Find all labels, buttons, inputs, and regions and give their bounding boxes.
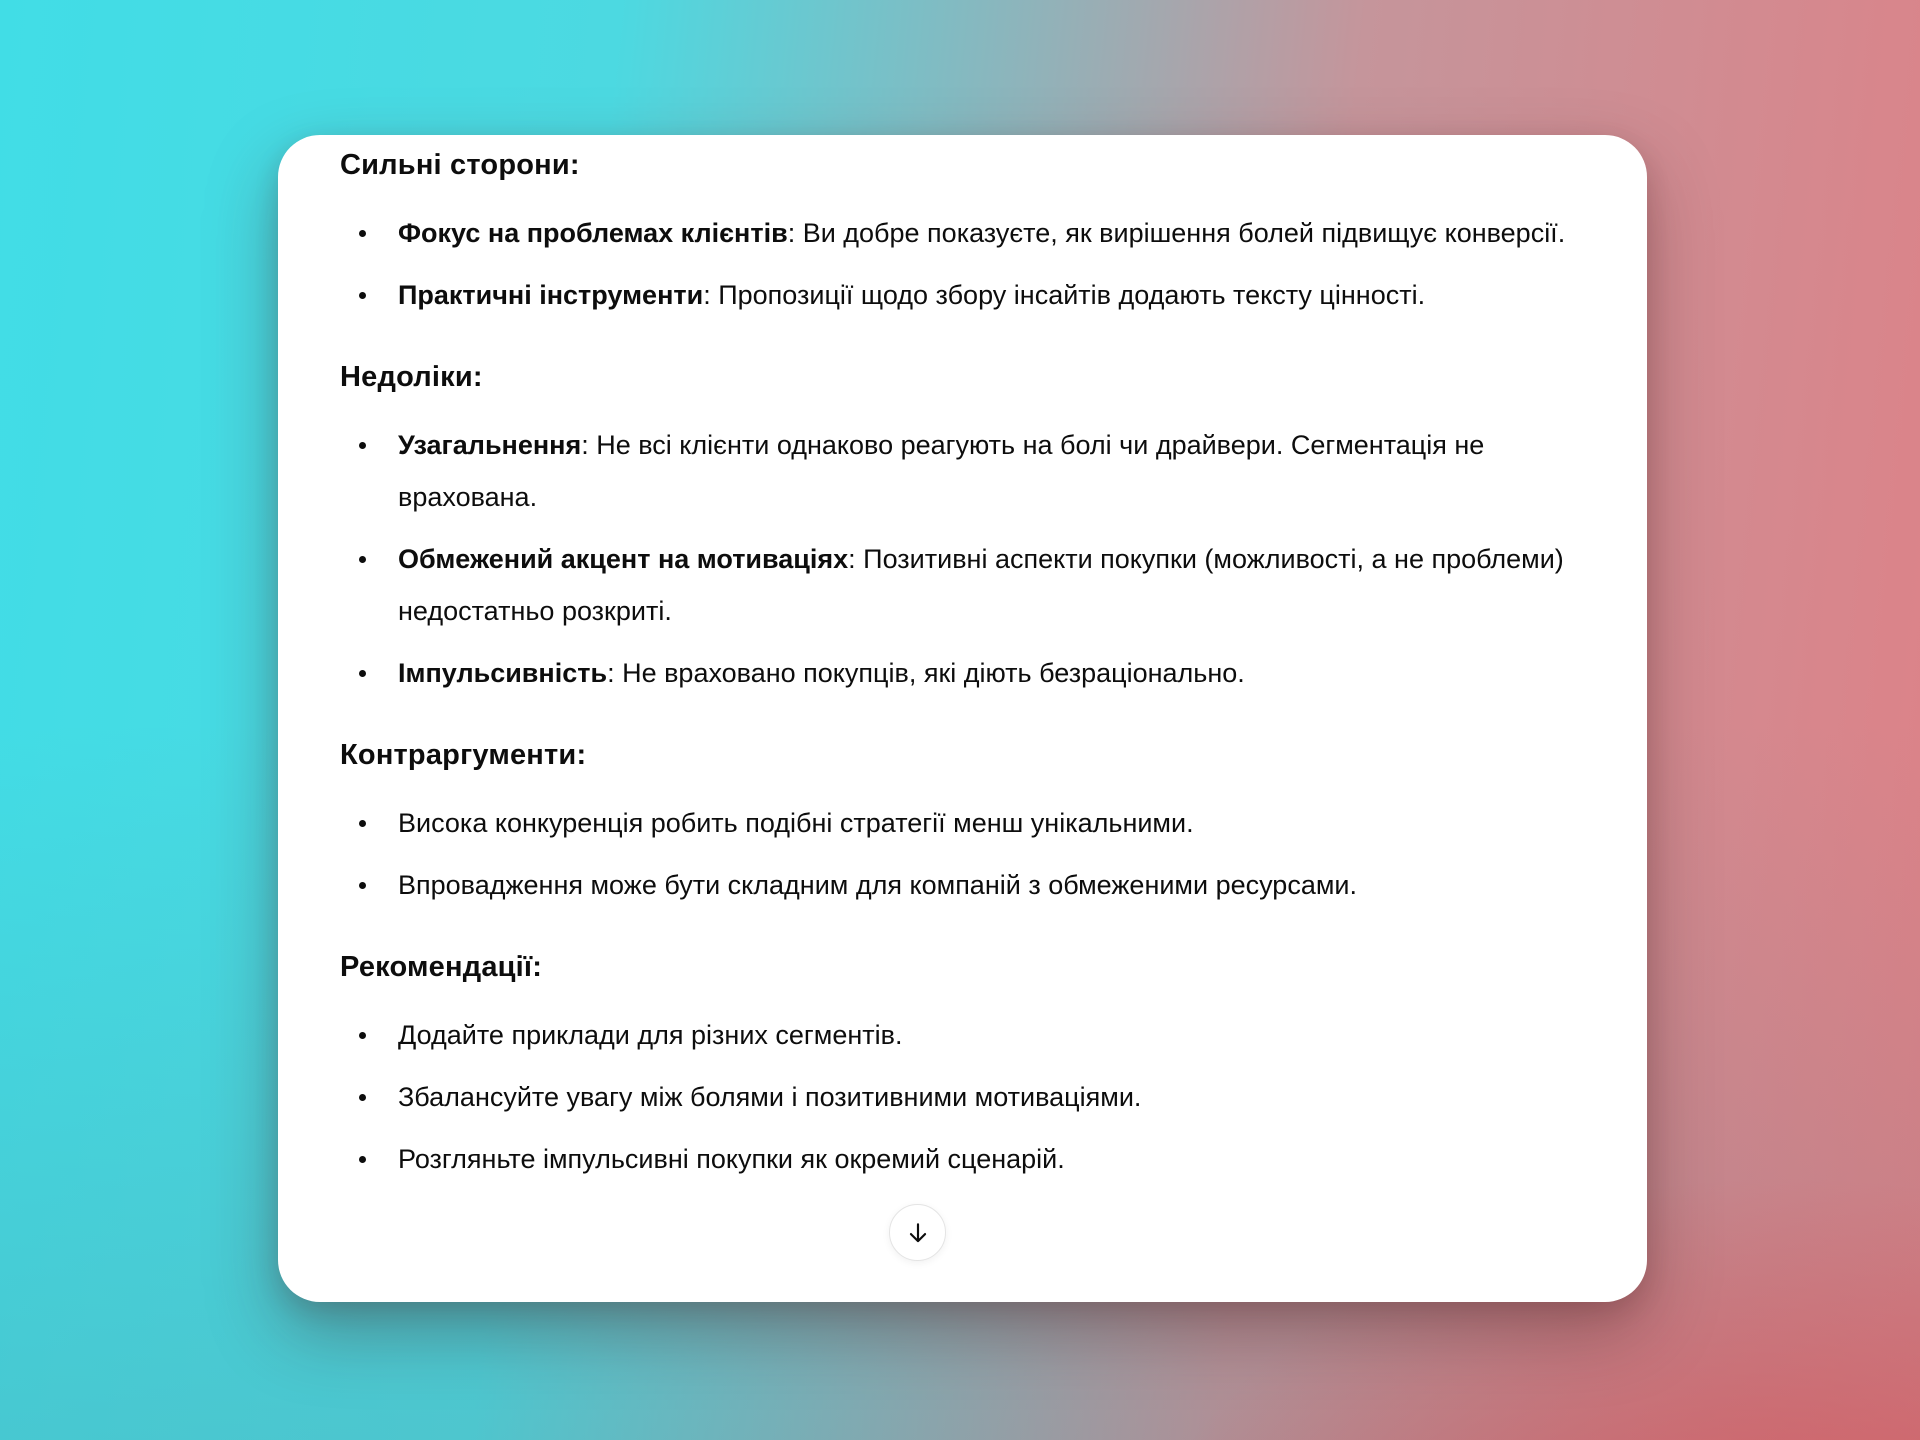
bullet-list [340, 419, 1585, 699]
content-section [340, 949, 1585, 1185]
list-item-lead: Обмежений акцент на мотиваціях [398, 544, 849, 574]
list-item-lead: Імпульсивність [398, 658, 608, 688]
list-item [340, 859, 1585, 911]
message-content [340, 147, 1585, 1185]
bullet-list [340, 797, 1585, 911]
content-section [340, 359, 1585, 699]
section-heading: Недоліки: [340, 361, 483, 393]
arrow-down-icon [905, 1220, 931, 1246]
bullet-list [340, 1009, 1585, 1185]
list-item-lead: Практичні інструменти [398, 280, 704, 310]
list-item-text: Додайте приклади для різних сегментів. [398, 1020, 903, 1050]
assistant-message-card [278, 135, 1647, 1302]
list-item [340, 1071, 1585, 1123]
list-item-text: Розгляньте імпульсивні покупки як окремий сценарій. [398, 1144, 1065, 1174]
content-section [340, 737, 1585, 911]
list-item-text: : Пропозиції щодо збору інсайтів додають тексту цінності. [703, 280, 1426, 310]
list-item [340, 1133, 1585, 1185]
list-item-lead: Узагальнення [398, 430, 582, 460]
list-item-text: : Не всі клієнти однаково реагують на болі чи драйвери. Сегментація не врахована. [398, 430, 1485, 512]
list-item-text: Збалансуйте увагу між болями і позитивними мотиваціями. [398, 1082, 1142, 1112]
list-item-text: Впровадження може бути складним для компаній з обмеженими ресурсами. [398, 870, 1357, 900]
list-item-lead: Фокус на проблемах клієнтів [398, 218, 788, 248]
list-item [340, 419, 1585, 523]
list-item [340, 647, 1585, 699]
list-item [340, 533, 1585, 637]
bullet-list [340, 207, 1585, 321]
scroll-to-bottom-button[interactable] [889, 1204, 946, 1261]
list-item [340, 207, 1585, 259]
list-item [340, 269, 1585, 321]
list-item-text: : Не враховано покупців, які діють безраціонально. [607, 658, 1245, 688]
list-item-text: : Позитивні аспекти покупки (можливості, а не проблеми) недостатньо розкриті. [398, 544, 1564, 626]
list-item-text: Висока конкуренція робить подібні стратегії менш унікальними. [398, 808, 1194, 838]
section-heading: Рекомендації: [340, 951, 543, 983]
list-item-text: : Ви добре показуєте, як вирішення болей підвищує конверсії. [787, 218, 1566, 248]
section-heading: Сильні сторони: [340, 149, 580, 181]
list-item [340, 1009, 1585, 1061]
section-heading: Контраргументи: [340, 739, 587, 771]
list-item [340, 797, 1585, 849]
content-section [340, 147, 1585, 321]
